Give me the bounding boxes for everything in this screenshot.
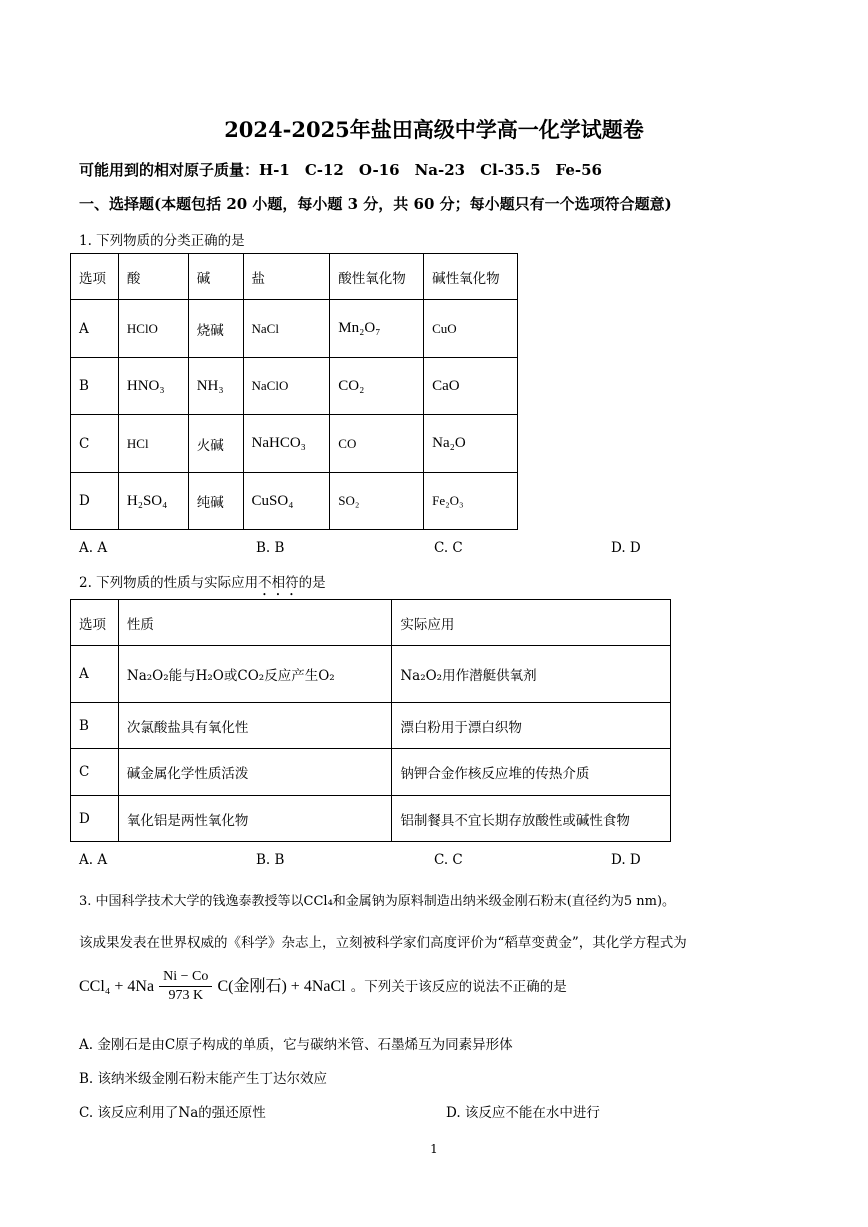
base-cell: 纯碱 [188,473,243,530]
choice-b: B. B [256,540,285,556]
salt-cell: NaCl [243,300,330,358]
emphasized-text: 不相符 [258,575,299,591]
question-2-stem [79,571,326,599]
equation-products: C(金刚石) + 4NaCl [217,978,346,995]
table-header-row [71,254,518,300]
temperature-label: 973 K [168,988,204,1003]
option-cell: C [71,749,119,796]
equation-reactants: CCl₄ + 4Na [79,978,155,995]
table-row [71,358,518,415]
option-d: D. 该反应不能在水中进行 [446,1105,600,1121]
table-row [71,749,671,796]
acid-cell: HNO₃ [118,358,188,415]
choice-a: A. A [79,852,108,868]
salt-cell: NaClO [243,358,330,415]
salt-cell: NaHCO₃ [243,415,330,473]
base-oxide-cell: CuO [424,300,518,358]
table-row [71,473,518,530]
option-cell: C [71,415,119,473]
reaction-condition [159,968,212,1005]
property-cell: 氧化铝是两性氧化物 [118,796,391,842]
option-c: C. 该反应利用了Na的强还原性 [79,1105,266,1121]
chemical-equation [79,968,567,1005]
header-cell: 盐 [243,254,330,300]
header-cell: 酸 [118,254,188,300]
choice-c: C. C [434,852,463,868]
base-oxide-cell: Na₂O [424,415,518,473]
choice-c: C. C [434,540,463,556]
salt-cell: CuSO₄ [243,473,330,530]
base-oxide-cell: CaO [424,358,518,415]
choice-a: A. A [79,540,108,556]
option-cell: A [71,646,119,703]
option-cell: A [71,300,119,358]
acid-cell: HCl [118,415,188,473]
stem-text: 2. 下列物质的性质与实际应用 [79,575,259,591]
base-cell: 火碱 [188,415,243,473]
table-row [71,300,518,358]
option-cell: D [71,796,119,842]
page-title: 2024-2025年盐田高级中学高一化学试题卷 [224,117,644,142]
table-header-row [71,600,671,646]
table-row [71,796,671,842]
table-row [71,703,671,749]
acid-cell: HClO [118,300,188,358]
property-cell: Na₂O₂能与H₂O或CO₂反应产生O₂ [118,646,391,703]
choice-d: D. D [611,540,641,556]
use-cell: 铝制餐具不宜长期存放酸性或碱性食物 [392,796,671,842]
use-cell: 漂白粉用于漂白织物 [392,703,671,749]
header-cell: 选项 [71,600,119,646]
header-cell: 碱性氧化物 [424,254,518,300]
choice-d: D. D [611,852,641,868]
table-row [71,415,518,473]
question-3-tail: 。下列关于该反应的说法不正确的是 [350,979,567,995]
property-cell: 次氯酸盐具有氧化性 [118,703,391,749]
header-cell: 实际应用 [392,600,671,646]
option-a: A. 金刚石是由C原子构成的单质，它与碳纳米管、石墨烯互为同素异形体 [79,1037,513,1053]
atomic-masses: 可能用到的相对原子质量：H-1 C-12 O-16 Na-23 Cl-35.5 Fe-56 [79,161,602,179]
option-cell: D [71,473,119,530]
base-cell: 烧碱 [188,300,243,358]
table-row [71,646,671,703]
stem-text: 的是 [298,575,326,591]
base-cell: NH₃ [188,358,243,415]
option-cell: B [71,358,119,415]
question-2-table [70,599,671,842]
question-1-table [70,253,518,530]
section-heading: 一、选择题(本题包括 20 小题，每小题 3 分，共 60 分；每小题只有一个选项符合题意) [79,195,672,213]
acid-oxide-cell: CO [330,415,424,473]
acid-cell: H₂SO₄ [118,473,188,530]
acid-oxide-cell: CO₂ [330,358,424,415]
question-3-line2: 该成果发表在世界权威的《科学》杂志上，立刻被科学家们高度评价为“稻草变黄金”，其化学方程式为 [79,935,687,951]
option-cell: B [71,703,119,749]
header-cell: 性质 [118,600,391,646]
use-cell: Na₂O₂用作潜艇供氧剂 [392,646,671,703]
acid-oxide-cell: Mn₂O₇ [330,300,424,358]
choice-b: B. B [256,852,285,868]
use-cell: 钠钾合金作核反应堆的传热介质 [392,749,671,796]
acid-oxide-cell: SO₂ [330,473,424,530]
page-number: 1 [430,1142,438,1156]
property-cell: 碱金属化学性质活泼 [118,749,391,796]
header-cell: 酸性氧化物 [330,254,424,300]
base-oxide-cell: Fe₂O₃ [424,473,518,530]
header-cell: 碱 [188,254,243,300]
catalyst-label: Ni − Co [159,968,212,987]
question-1-stem: 1. 下列物质的分类正确的是 [79,233,245,249]
header-cell: 选项 [71,254,119,300]
question-3-line1: 3. 中国科学技术大学的钱逸泰教授等以CCl₄和金属钠为原料制造出纳米级金刚石粉末(直径约为5 nm)。 [79,894,676,909]
option-b: B. 该纳米级金刚石粉末能产生丁达尔效应 [79,1071,328,1087]
